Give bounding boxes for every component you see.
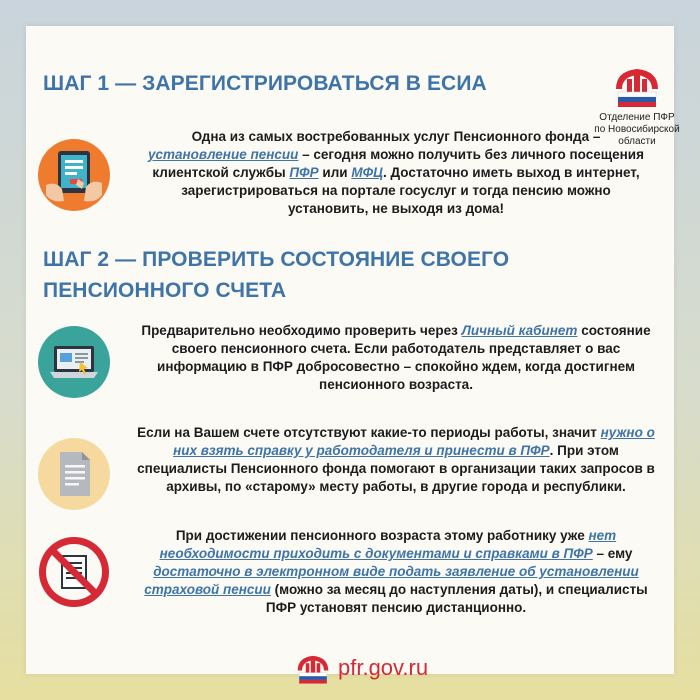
pfr-logo-icon: [294, 653, 332, 685]
pension-establishment-link[interactable]: установление пенсии: [148, 147, 299, 162]
step2-title-line: ПЕНСИОННОГО СЧЕТА: [43, 279, 287, 302]
no-documents-icon: [38, 536, 110, 608]
text-segment: Одна из самых востребованных услуг Пенсионного фонда –: [191, 129, 601, 144]
text-segment: . Достаточно иметь выход в интернет, зарегистрироваться на портале госуслуг и тогда пенсию можно установить, не выходя из дома!: [181, 165, 640, 216]
text-segment: или: [318, 165, 352, 180]
block1-text: [141, 322, 651, 394]
text-segment: Предварительно необходимо проверить через: [141, 323, 462, 338]
pfr-link[interactable]: ПФР: [289, 165, 319, 180]
text-segment: состояние своего пенсионного счета. Если работодатель представляет о вас информацию в ПФР добросовестно – спокойно ждем, когда достигнем пенсионного возраста.: [157, 323, 651, 392]
block2-text: [136, 424, 656, 496]
infographic-card: [26, 26, 680, 680]
text-segment: Если на Вашем счете отсутствуют какие-то периоды работы, значит: [137, 425, 601, 440]
no-need-documents-link[interactable]: нет необходимости приходить с документами и справками в ПФР: [159, 528, 617, 561]
pfr-logo-icon: [612, 65, 662, 109]
website-link[interactable]: pfr.gov.ru: [338, 655, 429, 680]
step2-title-line: ШАГ 2 — ПРОВЕРИТЬ СОСТОЯНИЕ СВОЕГО: [43, 248, 510, 271]
electronic-application-link[interactable]: достаточно в электронном виде подать заявление об установлении страховой пенсии: [144, 564, 639, 597]
document-icon: [38, 438, 110, 510]
text-segment: – ему: [592, 546, 633, 561]
text-segment: . При этом специалисты Пенсионного фонда помогают в организации таких запросов в архивы, по «старому» месту работы, в другие города и республики.: [137, 443, 655, 494]
step2-title: [43, 244, 509, 306]
step1-title: ШАГ 1 — ЗАРЕГИСТРИРОВАТЬСЯ В ЕСИА: [43, 72, 487, 95]
text-segment: – сегодня можно получить без личного посещения клиентской службы: [152, 147, 644, 180]
laptop-icon: [38, 326, 110, 398]
text-segment: (можно за месяц до наступления даты), и специалисты ПФР установят пенсию дистанционно.: [265, 582, 648, 615]
tablet-hand-icon: [38, 139, 110, 211]
personal-account-link[interactable]: Личный кабинет: [461, 323, 578, 338]
org-name-line: области: [618, 136, 656, 147]
step1-text: [146, 128, 646, 218]
org-name-line: по Новосибирской: [594, 124, 680, 135]
block3-text: [136, 527, 656, 617]
get-certificate-link[interactable]: нужно о них взять справку у работодателя и принести в ПФР: [173, 425, 655, 458]
mfc-link[interactable]: МФЦ: [351, 165, 383, 180]
org-name-line: Отделение ПФР: [599, 112, 675, 123]
text-segment: При достижении пенсионного возраста этому работнику уже: [175, 528, 589, 543]
